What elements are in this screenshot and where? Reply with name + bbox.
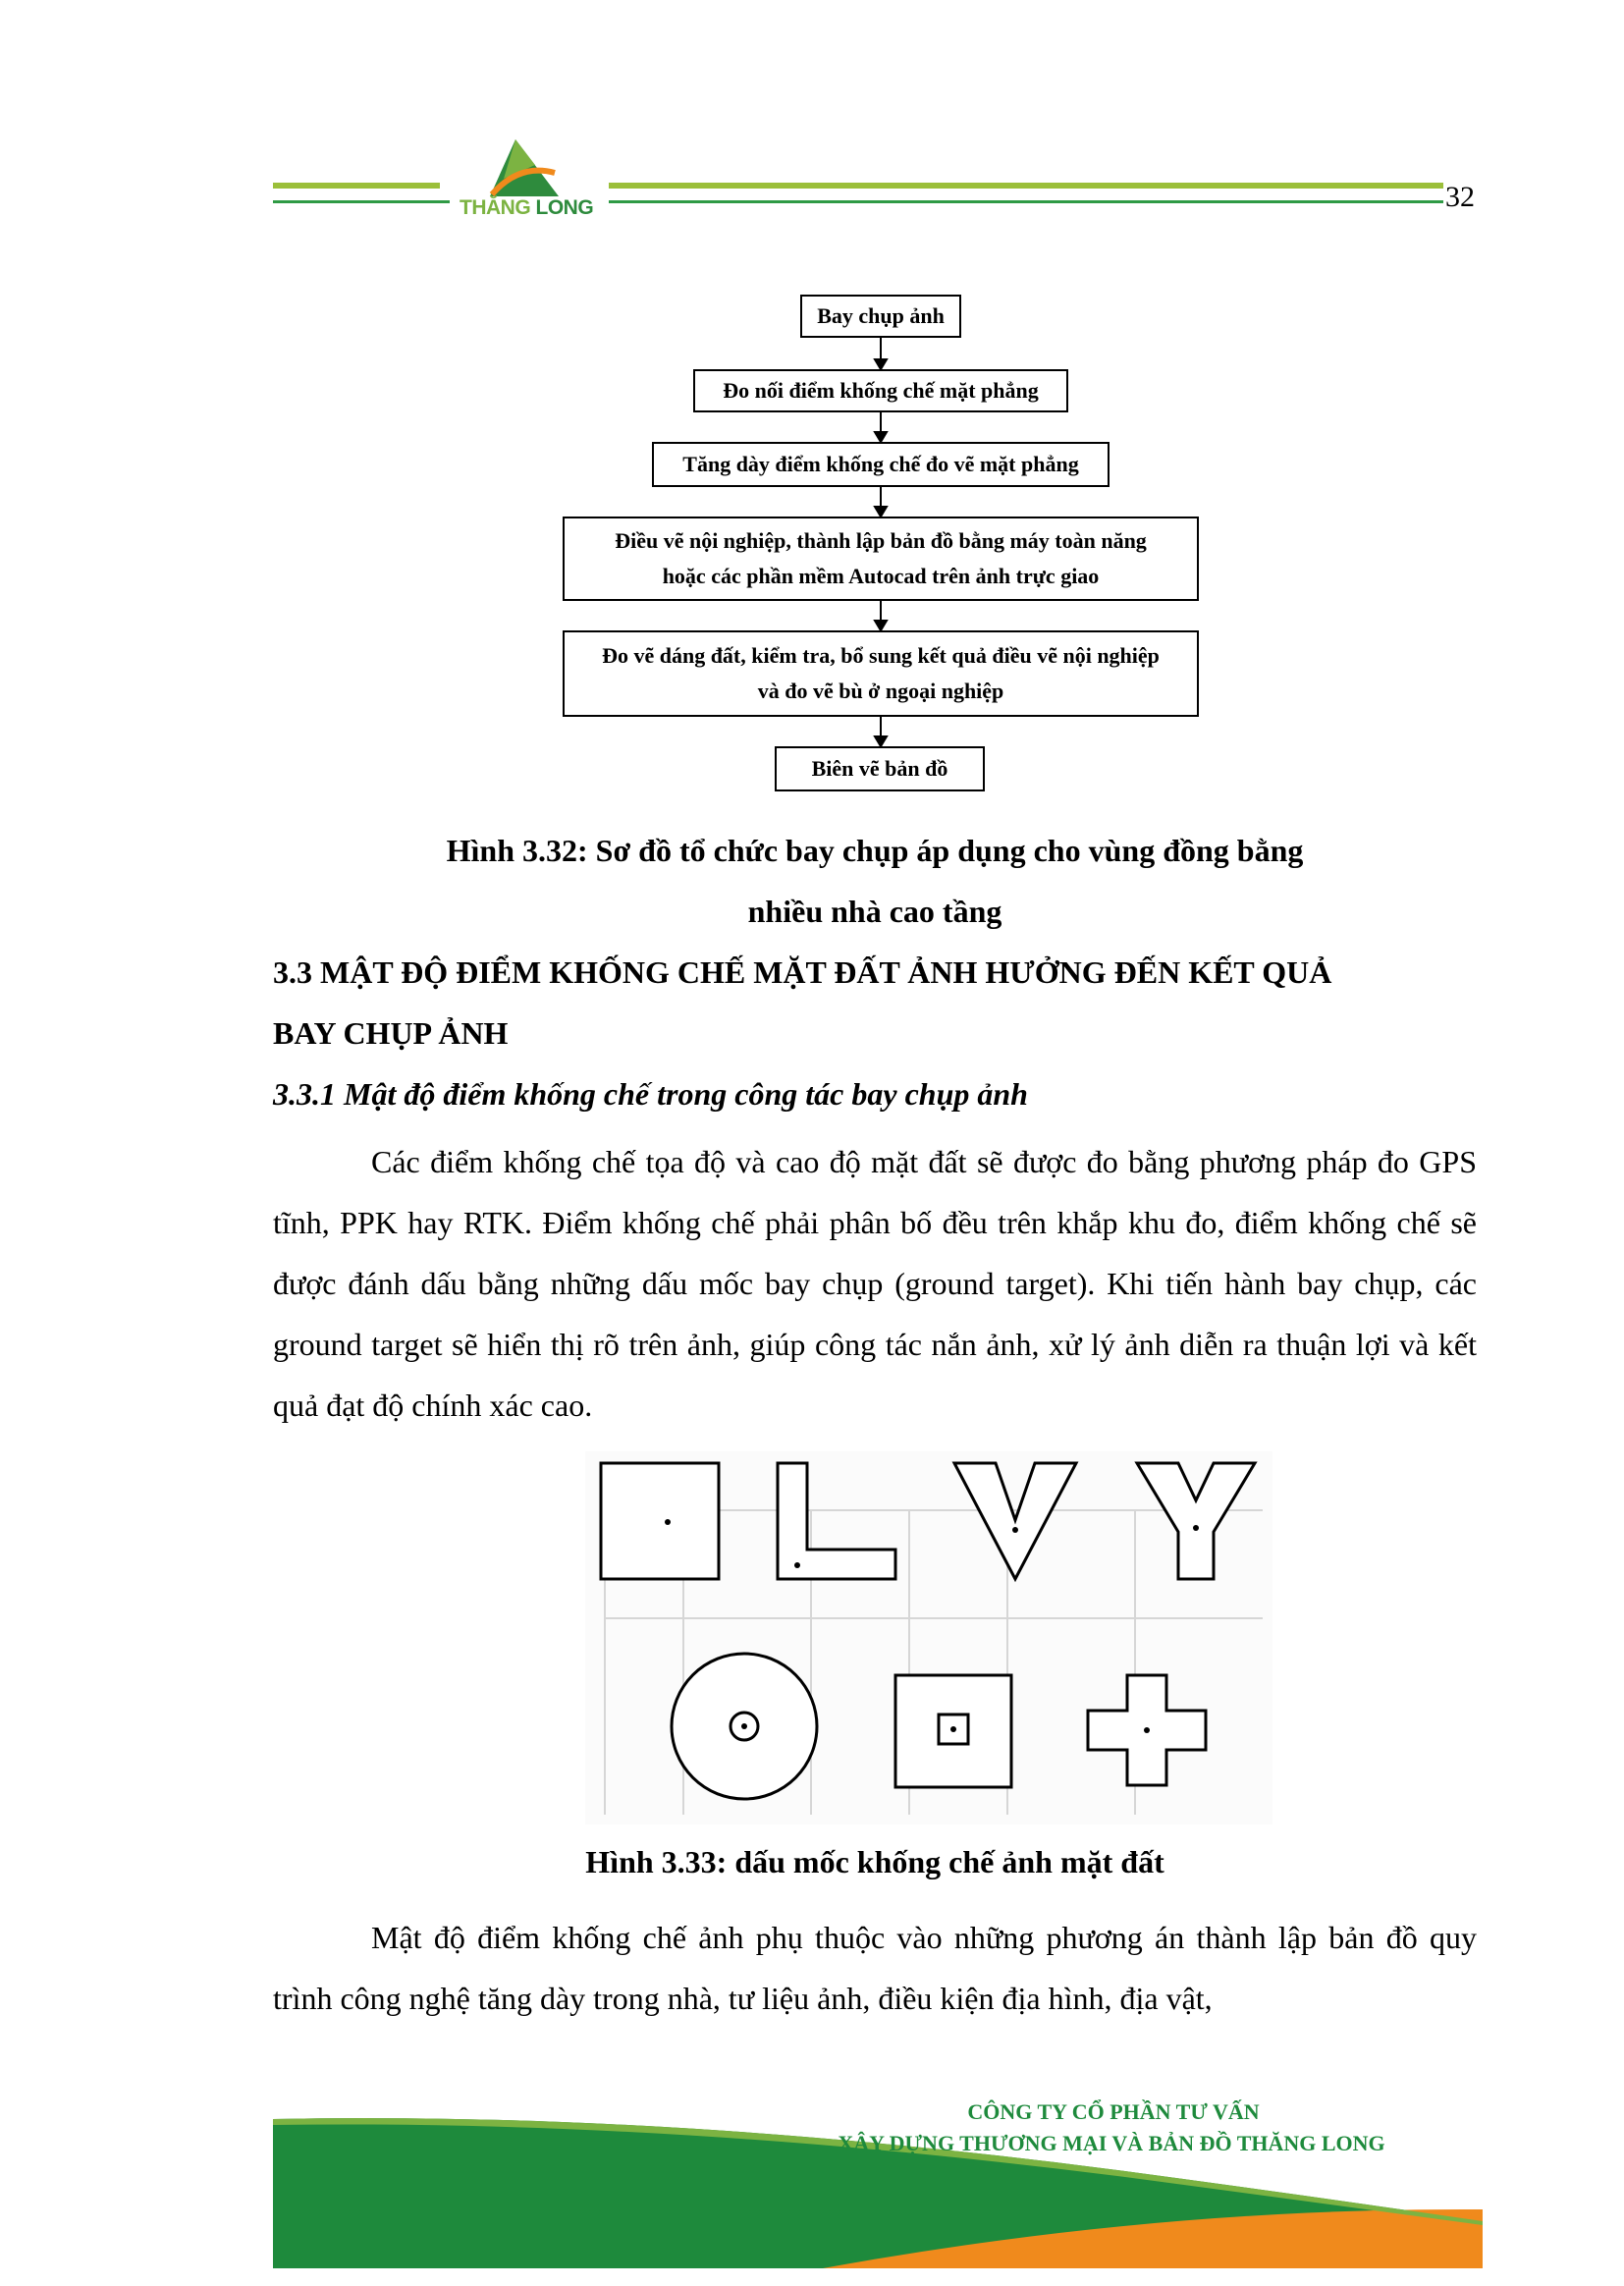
page-number: 32 xyxy=(1445,181,1475,213)
target-square-shape xyxy=(601,1463,719,1579)
logo-wordmark: THĂNG LONG xyxy=(460,196,594,219)
paragraph-2: Mật độ điểm khống chế ảnh phụ thuộc vào những phương án thành lập bản đồ quy trình công nghệ tăng dày trong nhà, tư liệu ảnh, điều kiện địa hình, địa vật, xyxy=(273,1920,1477,2016)
flow-step-2: Đo nối điểm khống chế mặt phẳng xyxy=(693,369,1068,412)
flow-step-5: Đo vẽ dáng đất, kiểm tra, bổ sung kết quả điều vẽ nội nghiệp và đo vẽ bù ở ngoại nghiệp xyxy=(563,630,1199,717)
ground-target-figure xyxy=(585,1451,1272,1824)
header-rule-left-thin xyxy=(273,200,450,203)
header-rule-left xyxy=(273,183,440,189)
thang-long-logo-icon xyxy=(486,136,565,198)
flow-step-1: Bay chụp ảnh xyxy=(800,295,961,338)
figure-caption-3-33: Hình 3.33: dấu mốc khống chế ảnh mặt đất xyxy=(585,1844,1164,1879)
section-heading-line2: BAY CHỤP ẢNH xyxy=(273,1015,509,1051)
flow-step-6: Biên vẽ bản đồ xyxy=(775,746,985,791)
figure-caption-3-32-line2: nhiều nhà cao tầng xyxy=(747,894,1002,929)
paragraph-1: Các điểm khống chế tọa độ và cao độ mặt đất sẽ được đo bằng phương pháp đo GPS tĩnh, PPK hay RTK. Điểm khống chế phải phân bố đều trên khắp khu đo, điểm khống chế sẽ được đánh dấu bằng những dấu mốc bay chụp (ground target). Khi tiến hành bay chụp, các ground target sẽ hiển thị rõ trên ảnh, giúp công tác nắn ảnh, xử lý ảnh diễn ra thuận lợi và kết quả đạt độ chính xác cao. xyxy=(273,1144,1477,1423)
figure-caption-3-32-line1: Hình 3.32: Sơ đồ tổ chức bay chụp áp dụng cho vùng đồng bằng xyxy=(446,833,1304,868)
subsection-heading: 3.3.1 Mật độ điểm khống chế trong công tác bay chụp ảnh xyxy=(273,1076,1028,1112)
footer-company-line1: CÔNG TY CỔ PHẦN TƯ VẤN xyxy=(967,2099,1260,2124)
flow-step-3: Tăng dày điểm khống chế đo vẽ mặt phẳng xyxy=(652,442,1110,487)
header-rule-right xyxy=(609,183,1443,189)
header-rule-right-thin xyxy=(609,200,1443,203)
section-heading-line1: 3.3 MẬT ĐỘ ĐIỂM KHỐNG CHẾ MẶT ĐẤT ẢNH HƯỞNG ĐẾN KẾT QUẢ xyxy=(273,954,1332,990)
footer-company-line2: XÂY DỰNG THƯƠNG MẠI VÀ BẢN ĐỒ THĂNG LONG xyxy=(838,2131,1385,2155)
flow-step-4: Điều vẽ nội nghiệp, thành lập bản đồ bằng máy toàn năng hoặc các phần mềm Autocad trên ảnh trực giao xyxy=(563,517,1199,601)
